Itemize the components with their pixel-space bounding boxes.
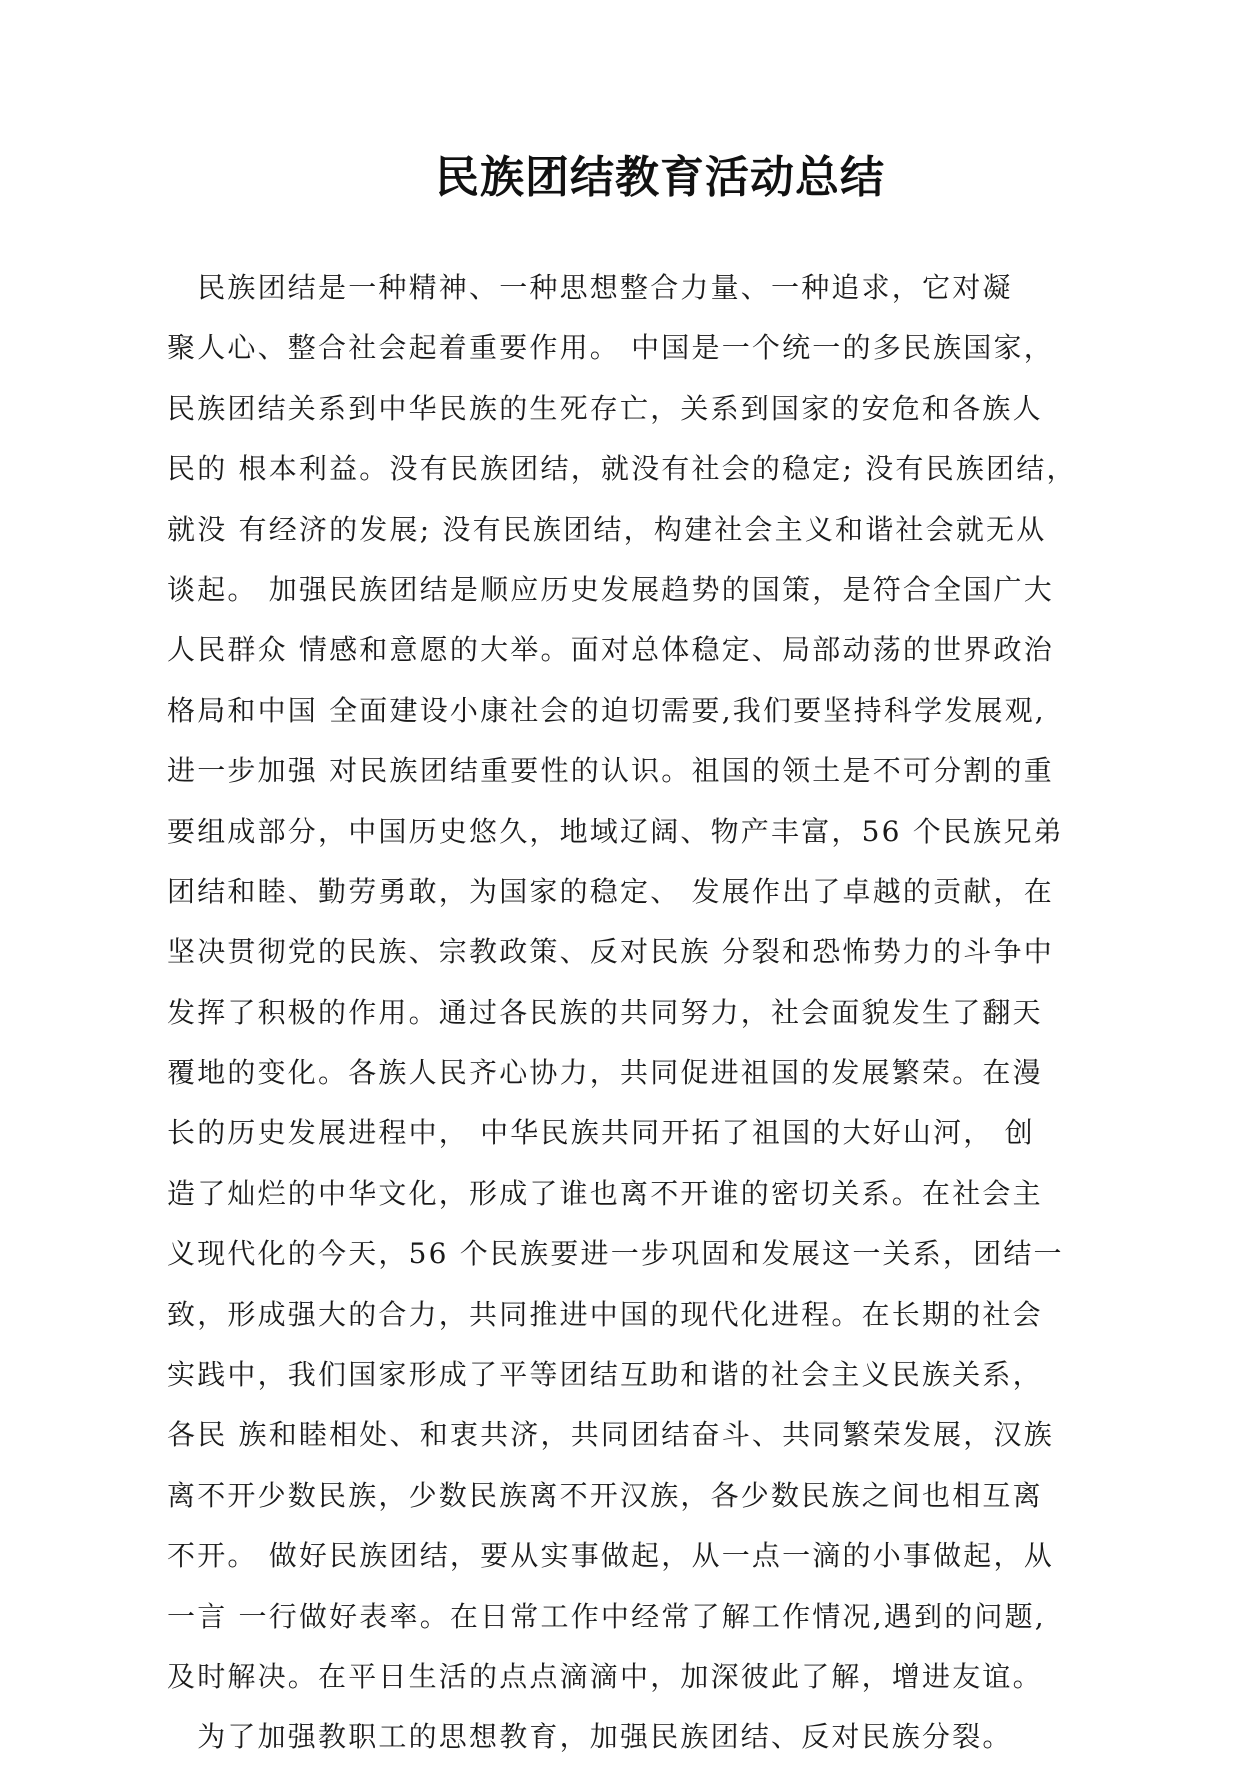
- text-line: 民的 根本利益。没有民族团结，就没有社会的稳定; 没有民族团结，: [167, 452, 1077, 486]
- text-line: 聚人心、整合社会起着重要作用。 中国是一个统一的多民族国家，: [167, 331, 1054, 365]
- text-line: 就没 有经济的发展; 没有民族团结，构建社会主义和谐社会就无从: [167, 512, 1047, 546]
- text-line: 民族团结是一种精神、一种思想整合力量、一种追求，它对凝: [167, 271, 1013, 304]
- text-line: 人民群众 情感和意愿的大举。面对总体稳定、局部动荡的世界政治: [167, 633, 1054, 667]
- document-body: [167, 258, 1087, 1768]
- text-line: 离不开少数民族，少数民族离不开汉族，各少数民族之间也相互离: [167, 1478, 1043, 1512]
- text-line: 团结和睦、勤劳勇敢，为国家的稳定、 发展作出了卓越的贡献，在: [167, 874, 1054, 908]
- text-line: 发挥了积极的作用。通过各民族的共同努力，社会面貌发生了翻天: [167, 995, 1043, 1029]
- text-line: 要组成部分，中国历史悠久，地域辽阔、物产丰富，56 个民族兄弟: [167, 814, 1064, 848]
- text-line: 不开。 做好民族团结，要从实事做起，从一点一滴的小事做起，从: [167, 1539, 1054, 1573]
- text-line: 覆地的变化。各族人民齐心协力，共同促进祖国的发展繁荣。在漫: [167, 1056, 1043, 1090]
- text-line: 各民 族和睦相处、和衷共济，共同团结奋斗、共同繁荣发展，汉族: [167, 1418, 1054, 1452]
- text-line: 谈起。 加强民族团结是顺应历史发展趋势的国策，是符合全国广大: [167, 572, 1054, 606]
- text-line: 及时解决。在平日生活的点点滴滴中，加深彼此了解，增进友谊。: [167, 1659, 1043, 1693]
- text-line: 坚决贯彻党的民族、宗教政策、反对民族 分裂和恐怖势力的斗争中: [167, 935, 1054, 969]
- text-line: 格局和中国 全面建设小康社会的迫切需要,我们要坚持科学发展观,: [167, 693, 1046, 727]
- text-line: 长的历史发展进程中， 中华民族共同开拓了祖国的大好山河， 创: [167, 1116, 1035, 1150]
- text-line: 致，形成强大的合力，共同推进中国的现代化进程。在长期的社会: [167, 1297, 1043, 1331]
- text-line: 实践中，我们国家形成了平等团结互助和谐的社会主义民族关系，: [167, 1358, 1043, 1392]
- text-line: 造了灿烂的中华文化，形成了谁也离不开谁的密切关系。在社会主: [167, 1176, 1043, 1210]
- text-line: 义现代化的今天，56 个民族要进一步巩固和发展这一关系，团结一: [167, 1237, 1064, 1271]
- document-title: 民族团结教育活动总结: [435, 152, 885, 203]
- text-line: 民族团结关系到中华民族的生死存亡，关系到国家的安危和各族人: [167, 391, 1043, 425]
- text-line: 进一步加强 对民族团结重要性的认识。祖国的领土是不可分割的重: [167, 754, 1054, 788]
- text-line: 为了加强教职工的思想教育，加强民族团结、反对民族分裂。: [167, 1720, 1013, 1754]
- text-line: 一言 一行做好表率。在日常工作中经常了解工作情况,遇到的问题,: [167, 1599, 1046, 1633]
